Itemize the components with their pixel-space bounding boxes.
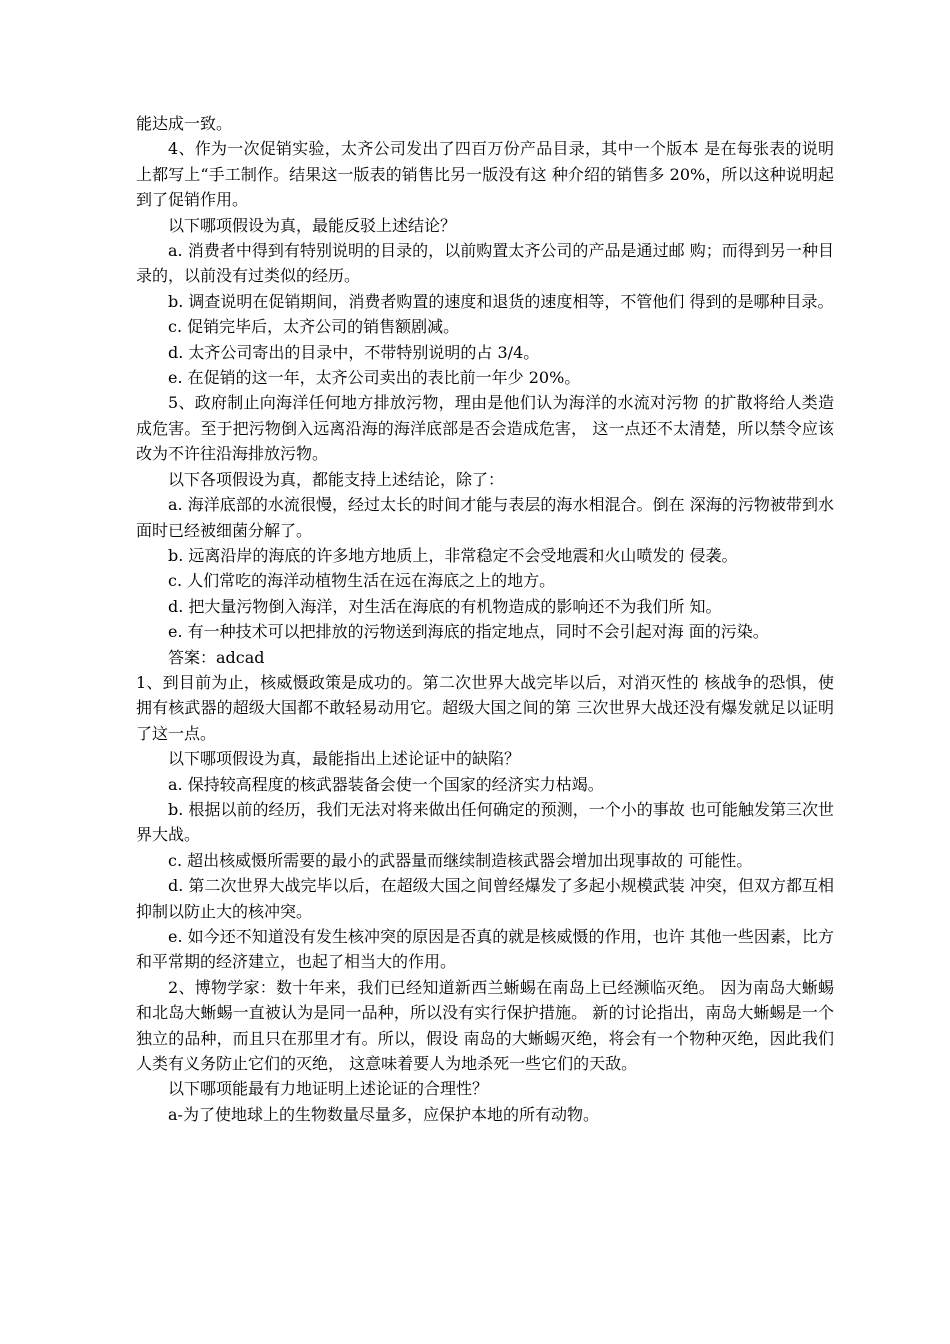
question-1-prompt: 以下哪项假设为真，最能指出上述论证中的缺陷？ bbox=[168, 749, 521, 769]
question-4-stem: 4、作为一次促销实验，太齐公司发出了四百万份产品目录，其中一个版本 是在每张表的说明上都写上“手工制作。结果这一版表的销售比另一版没有这 种介绍的销售多 20%，所以这种说明起到了促销作用。 bbox=[136, 139, 834, 210]
question-2-stem: 2、博物学家：数十年来，我们已经知道新西兰蜥蜴在南岛上已经濒临灭绝。 因为南岛大蜥蜴和北岛大蜥蜴一直被认为是同一品种，所以没有实行保护措施。 新的讨论指出，南岛大蜥蜴是一个独立的品种，而且只在那里才有。所以，假设 南岛的大蜥蜴灭绝，将会有一个物种灭绝，因此我们人类有义务防止它们的灭绝， 这意味着要人为地杀死一些它们的天敌。 bbox=[136, 977, 834, 1074]
question-1-stem: 1、到目前为止，核威慑政策是成功的。第二次世界大战完毕以后，对消灭性的 核战争的恐惧，使拥有核武器的超级大国都不敢轻易动用它。超级大国之间的第 三次世界大战还没有爆发就足以证明了这一点。 bbox=[136, 672, 834, 743]
option-a: a. 保持较高程度的核武器装备会使一个国家的经济实力枯竭。 bbox=[168, 774, 604, 794]
option-a: a. 海洋底部的水流很慢，经过太长的时间才能与表层的海水相混合。倒在 深海的污物被带到水面时已经被细菌分解了。 bbox=[136, 495, 834, 540]
question-4-prompt: 以下哪项假设为真，最能反驳上述结论？ bbox=[168, 215, 457, 235]
option-c: c. 人们常吃的海洋动植物生活在远在海底之上的地方。 bbox=[168, 571, 556, 591]
option-b: b. 调查说明在促销期间，消费者购置的速度和退货的速度相等，不管他们 得到的是哪种目录。 bbox=[168, 291, 834, 311]
option-c: c. 超出核威慑所需要的最小的武器量而继续制造核武器会增加出现事故的 可能性。 bbox=[168, 850, 753, 870]
document-body bbox=[136, 111, 834, 1127]
answer-key: 答案：adcad bbox=[168, 647, 265, 667]
option-e: e. 在促销的这一年，太齐公司卖出的表比前一年少 20%。 bbox=[168, 368, 581, 388]
option-e: e. 如今还不知道没有发生核冲突的原因是否真的就是核威慑的作用，也许 其他一些因素，比方和平常期的经济建立，也起了相当大的作用。 bbox=[136, 927, 834, 972]
question-2-prompt: 以下哪项能最有力地证明上述论证的合理性？ bbox=[168, 1079, 489, 1099]
question-5-stem: 5、政府制止向海洋任何地方排放污物，理由是他们认为海洋的水流对污物 的扩散将给人类造成危害。至于把污物倒入远离沿海的海洋底部是否会造成危害， 这一点还不太清楚，所以禁令应该改为不许往沿海排放污物。 bbox=[136, 393, 834, 464]
option-a: a. 消费者中得到有特别说明的目录的，以前购置太齐公司的产品是通过邮 购；而得到另一种目录的，以前没有过类似的经历。 bbox=[136, 241, 834, 286]
option-b: b. 根据以前的经历，我们无法对将来做出任何确定的预测，一个小的事故 也可能触发第三次世界大战。 bbox=[136, 799, 834, 845]
option-a: a-为了使地球上的生物数量尽量多，应保护本地的所有动物。 bbox=[168, 1104, 599, 1124]
option-b: b. 远离沿岸的海底的许多地方地质上，非常稳定不会受地震和火山喷发的 侵袭。 bbox=[168, 545, 738, 565]
option-c: c. 促销完毕后，太齐公司的销售额剧减。 bbox=[168, 317, 460, 337]
paragraph: 能达成一致。 bbox=[136, 114, 233, 133]
option-d: d. 第二次世界大战完毕以后，在超级大国之间曾经爆发了多起小规模武装 冲突，但双方都互相抑制以防止大的核冲突。 bbox=[136, 876, 834, 921]
question-5-prompt: 以下各项假设为真，都能支持上述结论，除了： bbox=[168, 469, 505, 489]
option-d: d. 太齐公司寄出的目录中，不带特别说明的占 3/4。 bbox=[168, 342, 540, 362]
option-e: e. 有一种技术可以把排放的污物送到海底的指定地点，同时不会引起对海 面的污染。 bbox=[168, 622, 769, 642]
option-d: d. 把大量污物倒入海洋，对生活在海底的有机物造成的影响还不为我们所 知。 bbox=[168, 596, 722, 616]
